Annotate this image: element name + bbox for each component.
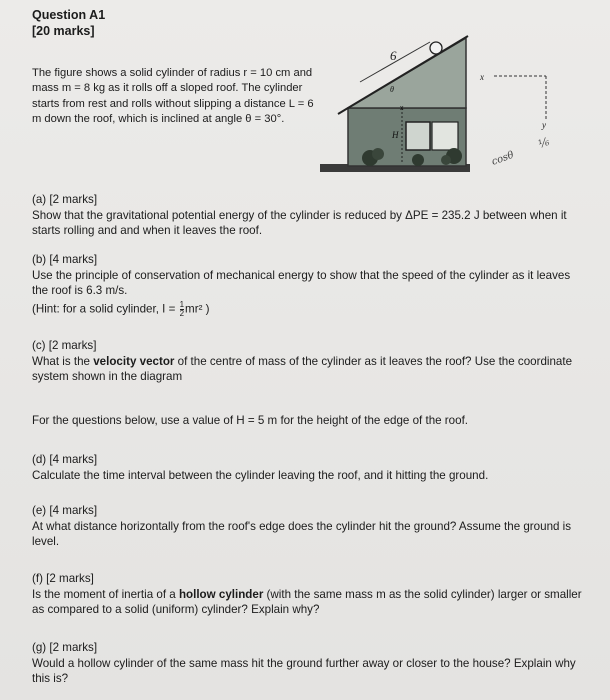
question-f-label: (f) [2 marks] [32, 572, 94, 585]
house-window [432, 122, 458, 150]
hint-fraction [180, 301, 184, 318]
hint-fraction-denominator: 2 [179, 308, 185, 318]
question-a-text: Show that the gravitational potential energy of the cylinder is reduced by ΔPE = 235.2 J between when it starts rolling and and when it leaves the roof. [32, 208, 567, 238]
angle-label: θ [390, 85, 394, 94]
question-c-text-after: of the centre of mass of the cylinder as it leaves the roof? Use the coordinate system shown in the diagram [32, 354, 573, 384]
question-e-label: (e) [4 marks] [32, 504, 98, 517]
question-f-text-before: Is the moment of inertia of a [32, 587, 179, 601]
hint-prefix: (Hint: for a solid cylinder, I = [32, 302, 179, 316]
question-g-text: Would a hollow cylinder of the same mass hit the ground further away or closer to the house? Explain why this is? [32, 656, 576, 686]
intro-paragraph: The figure shows a solid cylinder of radius r = 10 cm and mass m = 8 kg as it rolls off a sloped roof. The cylinder starts from rest and rolls without slipping a distance L = 6 m down the roof, which is inclined at angle θ = 30°. [32, 67, 314, 126]
height-note: For the questions below, use a value of H = 5 m for the height of the edge of the roof. [32, 414, 469, 427]
hint-fraction-numerator: 1 [179, 299, 185, 309]
question-b-hint [32, 301, 582, 318]
question-c-label: (c) [2 marks] [32, 339, 97, 352]
handwritten-note-cos: cosθ [490, 149, 516, 168]
question-g-label: (g) [2 marks] [32, 641, 98, 654]
question-b [32, 252, 582, 318]
question-b-text: Use the principle of conservation of mechanical energy to show that the speed of the cylinder as it leaves the roof is 6.3 m/s. [32, 268, 571, 298]
roof-diagram [318, 30, 558, 180]
y-axis-label: y [542, 120, 546, 130]
question-f-text-bold: hollow cylinder [178, 587, 264, 601]
question-g [32, 640, 582, 687]
hint-suffix: mr² ) [185, 302, 210, 316]
question-title: Question A1 [32, 8, 106, 22]
slope-label: 6 [390, 48, 397, 63]
question-a-label: (a) [2 marks] [32, 193, 98, 206]
question-c-text-bold: velocity vector [93, 354, 175, 368]
question-d-text: Calculate the time interval between the cylinder leaving the roof, and it hitting the ground. [32, 468, 489, 482]
question-f [32, 571, 582, 618]
cylinder [430, 42, 442, 54]
question-a [32, 192, 582, 239]
question-e-text: At what distance horizontally from the roof's edge does the cylinder hit the ground? Assume the ground is level. [32, 519, 572, 549]
question-d [32, 452, 582, 483]
question-e [32, 503, 582, 550]
question-c [32, 338, 582, 385]
height-label: H [392, 130, 399, 140]
question-d-label: (d) [4 marks] [32, 453, 98, 466]
house-door [406, 122, 430, 150]
small-x-mark: x [400, 105, 404, 112]
handwritten-note-fraction: ⅙ [536, 134, 552, 151]
question-b-label: (b) [4 marks] [32, 253, 98, 266]
question-f-text-after: (with the same mass m as the solid cylinder) larger or smaller as compared to a solid (uniform) cylinder? Explain why? [32, 587, 582, 617]
question-marks: [20 marks] [32, 24, 95, 38]
x-axis-label: x [480, 72, 484, 82]
question-c-text-before: What is the [32, 354, 94, 368]
